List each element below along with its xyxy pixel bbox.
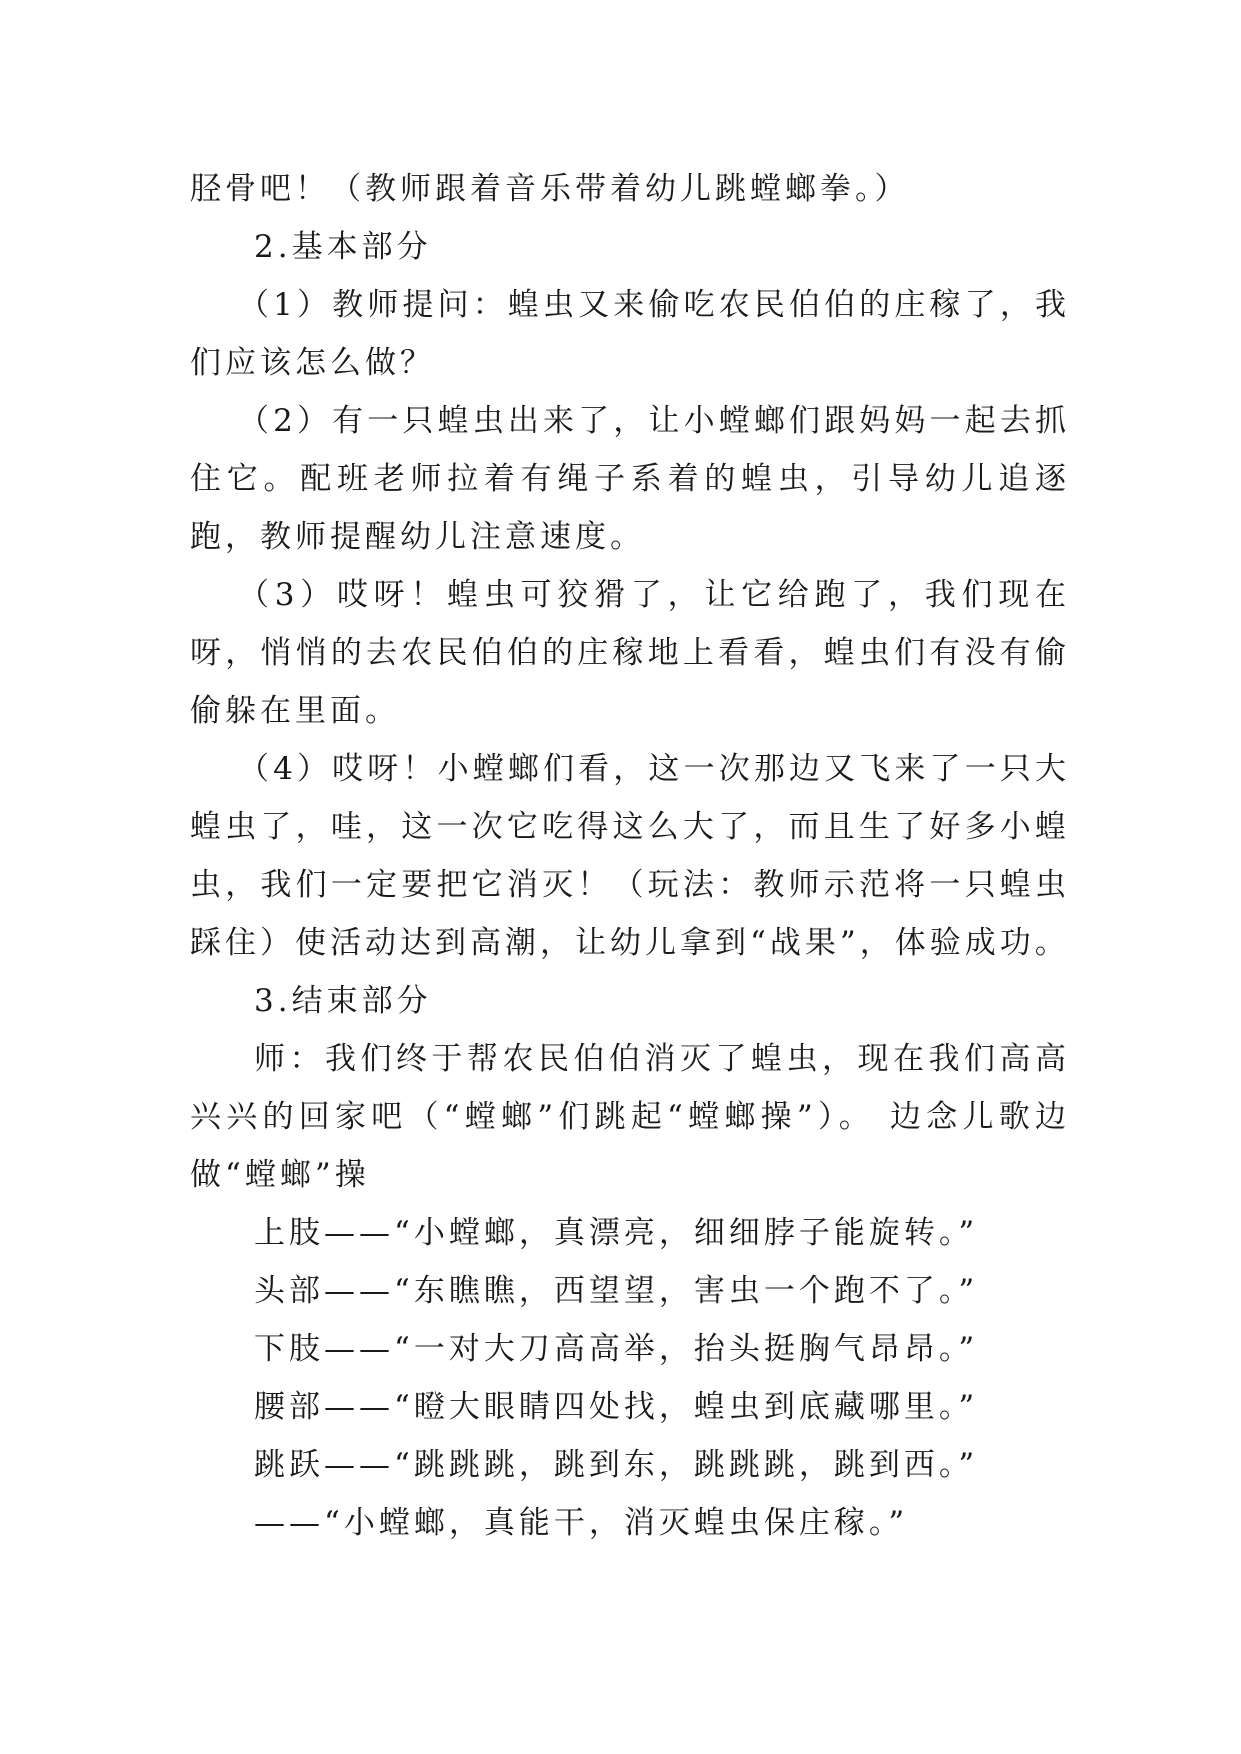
verse-line: 头部——“东瞧瞧，西望望，害虫一个跑不了。” [254,1273,979,1309]
paragraph-continuation: 胫骨吧！（教师跟着音乐带着幼儿跳螳螂拳。） [190,171,910,207]
paragraph-step-3: （3）哎呀！蝗虫可狡猾了，让它给跑了，我们现在呀，悄悄的去农民伯伯的庄稼地上看看，蝗虫们有没有偷偷躲在里面。 [190,577,1070,729]
section-heading-basic: 2.基本部分 [254,229,432,265]
verse-line: ——“小螳螂，真能干，消灭蝗虫保庄稼。” [254,1505,909,1541]
verse-line: 腰部——“瞪大眼睛四处找，蝗虫到底藏哪里。” [254,1389,979,1425]
document-body [190,160,1070,1552]
verse-line: 下肢——“一对大刀高高举，抬头挺胸气昂昂。” [254,1331,979,1367]
paragraph-step-4: （4）哎呀！小螳螂们看，这一次那边又飞来了一只大蝗虫了，哇，这一次它吃得这么大了，而且生了好多小蝗虫，我们一定要把它消灭！（玩法：教师示范将一只蝗虫踩住）使活动达到高潮，让幼儿拿到“战果”，体验成功。 [190,751,1070,961]
verse-line: 跳跃——“跳跳跳，跳到东，跳跳跳，跳到西。” [254,1447,979,1483]
section-heading-ending: 3.结束部分 [254,983,432,1019]
verse-line: 上肢——“小螳螂，真漂亮，细细脖子能旋转。” [254,1215,979,1251]
paragraph-ending: 师：我们终于帮农民伯伯消灭了蝗虫，现在我们高高兴兴的回家吧（“螳螂”们跳起“螳螂操”）。 边念儿歌边做“螳螂”操 [190,1041,1070,1193]
paragraph-step-1: （1）教师提问：蝗虫又来偷吃农民伯伯的庄稼了，我们应该怎么做？ [190,287,1070,381]
paragraph-step-2: （2）有一只蝗虫出来了，让小螳螂们跟妈妈一起去抓住它。配班老师拉着有绳子系着的蝗虫，引导幼儿追逐跑，教师提醒幼儿注意速度。 [190,403,1070,555]
